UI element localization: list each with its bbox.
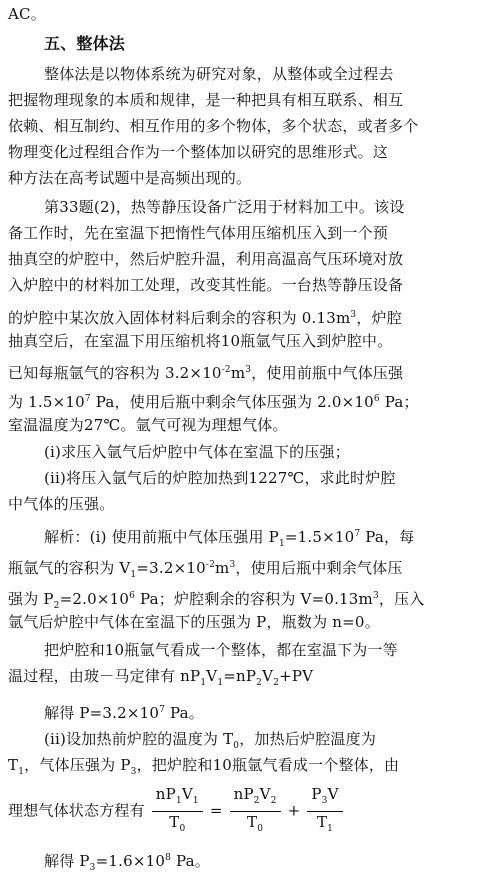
text-line: 把握物理现象的本质和规律，是一种把具有相互联系、相互: [8, 91, 404, 109]
section-heading: 五、整体法: [44, 34, 126, 53]
text-line: 解得 $P=3.2\times 10^7$ Pa。: [44, 704, 205, 722]
text-line: 物理变化过程组合作为一个整体加以研究的思维形式。这: [8, 143, 389, 161]
fraction: $\frac{nP_1V_1}{T_0}$: [152, 784, 203, 839]
text-line: 抽真空后，在室温下用压缩机将10瓶氩气压入到炉腔中。: [8, 332, 393, 350]
text-line: AC。: [8, 5, 46, 23]
fraction: $\frac{nP_2V_2}{T_0}$: [230, 784, 281, 839]
text-line: 整体法是以物体系统为研究对象，从整体或全过程去: [44, 65, 394, 83]
equation-line: 理想气体状态方程有 $\frac{nP_1V_1}{T_0}$ = $\frac{nP_2V_2}{T_0}$ + $\frac{P_3V}{T_1}$: [8, 784, 496, 839]
text-line: (i)求压入氩气后炉腔中气体在室温下的压强；: [44, 443, 350, 461]
text-line: 强为 $P_2=2.0\times 10^6$ Pa；炉腔剩余的容积为 $V=0.13m^3$，压入: [8, 590, 425, 611]
text-line: 第33题(2)，热等静压设备广泛用于材料加工中。该设: [44, 198, 405, 216]
text-line: 把炉腔和10瓶氩气看成一个整体，都在室温下为一等: [44, 641, 398, 659]
text-line: 入炉腔中的材料加工处理，改变其性能。一台热等静压设备: [8, 276, 404, 294]
text-line: 室温温度为27℃。氩气可视为理想气体。: [8, 416, 288, 434]
text-line: 备工作时，先在室温下把惰性气体用压缩机压入到一个预: [8, 224, 389, 242]
text-line: 已知每瓶氩气的容积为 $3.2\times 10^{-2}m^3$，使用前瓶中气体压强: [8, 364, 404, 382]
text-line: 依赖、相互制约、相互作用的多个物体，多个状态，或者多个: [8, 117, 419, 135]
text-line: 解得 $P_3=1.6\times 10^8$ Pa。: [44, 852, 210, 873]
text-line: 抽真空的炉腔中，然后炉腔升温，利用高温高气压环境对放: [8, 250, 404, 268]
text-line: 种方法在高考试题中是高频出现的。: [8, 169, 252, 187]
fraction: $\frac{P_3V}{T_1}$: [307, 784, 342, 839]
text-line: (ii)将压入氩气后的炉腔加热到1227℃，求此时炉腔: [44, 469, 396, 487]
text-line: 为 $1.5\times 10^7$ Pa，使用后瓶中剩余气体压强为 $2.0\times 10^6$ Pa；: [8, 393, 419, 411]
text-line: 的炉腔中某次放入固体材料后剩余的容积为 $0.13m^3$，炉腔: [8, 309, 402, 327]
text-line: 中气体的压强。: [8, 495, 115, 513]
text-line: 解析：(i) 使用前瓶中气体压强用 $P_1=1.5\times 10^7$ Pa，每: [44, 528, 415, 549]
text-line: $T_1$，气体压强为 $P_3$，把炉腔和10瓶氩气看成一个整体，由: [8, 756, 400, 777]
text-line: 氩气后炉腔中气体在室温下的压强为 P，瓶数为 n=0。: [8, 613, 380, 631]
text-line: 温过程，由玻－马定律有 $nP_1V_1=nP_2V_2+PV$: [8, 667, 314, 688]
text-line: (ii)设加热前炉腔的温度为 $T_0$，加热后炉腔温度为: [44, 730, 377, 751]
text-line: 瓶氩气的容积为 $V_1=3.2\times 10^{-2}m^3$，使用后瓶中剩余气体压: [8, 559, 403, 580]
